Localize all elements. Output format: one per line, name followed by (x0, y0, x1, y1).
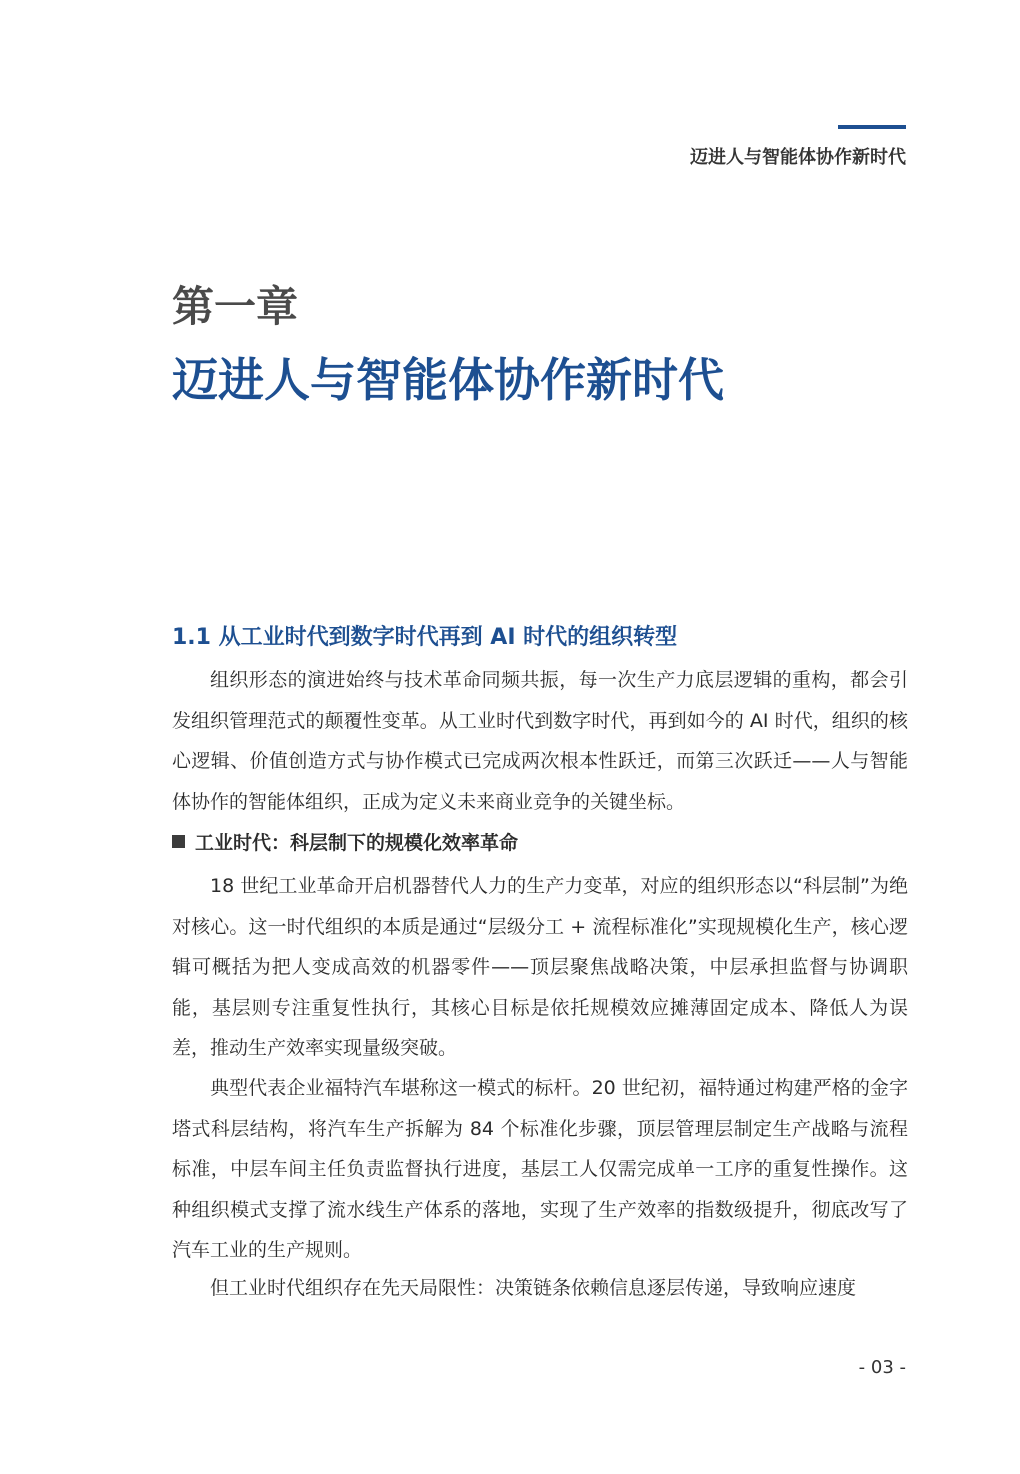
header-accent-bar (838, 125, 906, 129)
running-header-title: 迈进人与智能体协作新时代 (690, 147, 906, 168)
chapter-label: 第一章 (172, 282, 299, 331)
subsection-heading (172, 828, 518, 858)
page-number: - 03 - (858, 1357, 906, 1378)
section-heading: 1.1 从工业时代到数字时代再到 AI 时代的组织转型 (172, 625, 678, 650)
paragraph-limitations: 但工业时代组织存在先天局限性：决策链条依赖信息逐层传递，导致响应速度 (210, 1277, 857, 1299)
subsection-heading-text: 工业时代：科层制下的规模化效率革命 (195, 832, 519, 854)
paragraph-intro: 组织形态的演进始终与技术革命同频共振，每一次生产力底层逻辑的重构，都会引发组织管理范式的颠覆性变革。从工业时代到数字时代，再到如今的 AI 时代，组织的核心逻辑、价值创造方式与协作模式已完成两次根本性跃迁，而第三次跃迁——人与智能体协作的智能体组织，正成为定义未来商业竞争的关键坐标。 (172, 669, 908, 813)
paragraph-ford-example: 典型代表企业福特汽车堪称这一模式的标杆。20 世纪初，福特通过构建严格的金字塔式科层结构，将汽车生产拆解为 84 个标准化步骤，顶层管理层制定生产战略与流程标准，中层车间主任负责监督执行进度，基层工人仅需完成单一工序的重复性操作。这种组织模式支撑了流水线生产体系的落地，实现了生产效率的指数级提升，彻底改写了汽车工业的生产规则。 (172, 1077, 908, 1261)
bullet-square-icon (172, 835, 185, 848)
paragraph-industrial-era: 18 世纪工业革命开启机器替代人力的生产力变革，对应的组织形态以“科层制”为绝对核心。这一时代组织的本质是通过“层级分工 + 流程标准化”实现规模化生产，核心逻辑可概括为把人变成高效的机器零件——顶层聚焦战略决策，中层承担监督与协调职能，基层则专注重复性执行，其核心目标是依托规模效应摊薄固定成本、降低人为误差，推动生产效率实现量级突破。 (172, 875, 908, 1059)
chapter-title: 迈进人与智能体协作新时代 (172, 353, 724, 407)
